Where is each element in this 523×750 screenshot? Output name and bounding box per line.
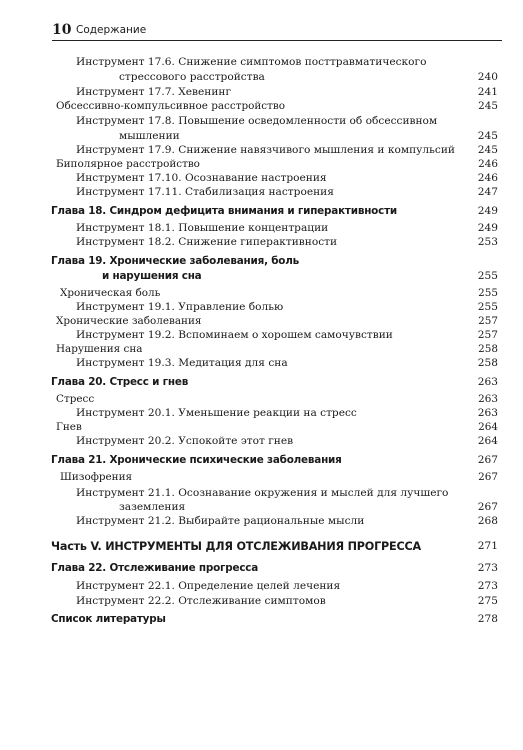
toc-chapter[interactable]: Глава 22. Отслеживание прогресса 273 [51, 562, 498, 574]
toc-chapter[interactable]: Глава 18. Синдром дефицита внимания и гиперактивности 249 [51, 205, 498, 217]
toc-entry[interactable]: Инструмент 21.1. Осознавание окружения и мыслей для лучшего [76, 487, 449, 499]
toc-entry[interactable]: Гнев 264 [56, 421, 498, 433]
toc-entry[interactable]: Нарушения сна 258 [56, 343, 498, 355]
toc-part[interactable]: Часть V. ИНСТРУМЕНТЫ ДЛЯ ОТСЛЕЖИВАНИЯ ПРОГРЕССА 271 [51, 540, 498, 553]
toc-entry[interactable]: Инструмент 22.2. Отслеживание симптомов 275 [76, 595, 498, 607]
toc-entry[interactable]: Хроническая боль 255 [60, 287, 498, 299]
toc-entry[interactable]: Инструмент 19.1. Управление болью 255 [76, 301, 498, 313]
toc-entry[interactable]: Инструмент 21.2. Выбирайте рациональные мысли 268 [76, 515, 498, 527]
toc-chapter[interactable]: и нарушения сна 255 [102, 270, 498, 282]
toc-entry[interactable]: Инструмент 19.3. Медитация для сна 258 [76, 357, 498, 369]
header-title: Содержание [76, 24, 147, 36]
toc-entry[interactable]: Инструмент 20.2. Успокойте этот гнев 264 [76, 435, 498, 447]
toc-entry[interactable]: Инструмент 17.9. Снижение навязчивого мышления и компульсий 245 [76, 144, 498, 156]
toc-chapter[interactable]: Глава 19. Хронические заболевания, боль [51, 255, 300, 267]
toc-entry[interactable]: Биполярное расстройство 246 [56, 158, 498, 170]
toc-chapter[interactable]: Список литературы 278 [51, 613, 498, 625]
toc-chapter[interactable]: Глава 20. Стресс и гнев 263 [51, 376, 498, 388]
toc-entry[interactable]: Стресс 263 [56, 393, 498, 405]
toc-entry[interactable]: Инструмент 17.7. Хевенинг 241 [76, 86, 498, 98]
toc-entry[interactable]: Инструмент 17.11. Стабилизация настроения 247 [76, 186, 498, 198]
toc-entry[interactable]: Инструмент 17.10. Осознавание настроения 246 [76, 172, 498, 184]
toc-entry[interactable]: Инструмент 17.8. Повышение осведомленности об обсессивном [76, 115, 438, 127]
toc-entry[interactable]: Инструмент 22.1. Определение целей лечения 273 [76, 580, 498, 592]
toc-entry[interactable]: заземления 267 [119, 501, 498, 513]
toc-chapter[interactable]: Глава 21. Хронические психические заболевания 267 [51, 454, 498, 466]
toc-entry[interactable]: Инструмент 20.1. Уменьшение реакции на стресс 263 [76, 407, 498, 419]
toc-entry[interactable]: Инструмент 18.1. Повышение концентрации 249 [76, 222, 498, 234]
toc-entry[interactable]: мышлении 245 [119, 130, 498, 142]
toc-entry[interactable]: Инструмент 18.2. Снижение гиперактивности 253 [76, 236, 498, 248]
toc-entry[interactable]: стрессового расстройства 240 [119, 71, 498, 83]
toc-entry[interactable]: Инструмент 17.6. Снижение симптомов посттравматического [76, 56, 427, 68]
toc-entry[interactable]: Хронические заболевания 257 [56, 315, 498, 327]
toc-entry[interactable]: Шизофрения 267 [60, 471, 498, 483]
page-number: 10 [52, 22, 72, 38]
toc-entry[interactable]: Обсессивно-компульсивное расстройство 245 [56, 100, 498, 112]
toc-entry[interactable]: Инструмент 19.2. Вспоминаем о хорошем самочувствии 257 [76, 329, 498, 341]
